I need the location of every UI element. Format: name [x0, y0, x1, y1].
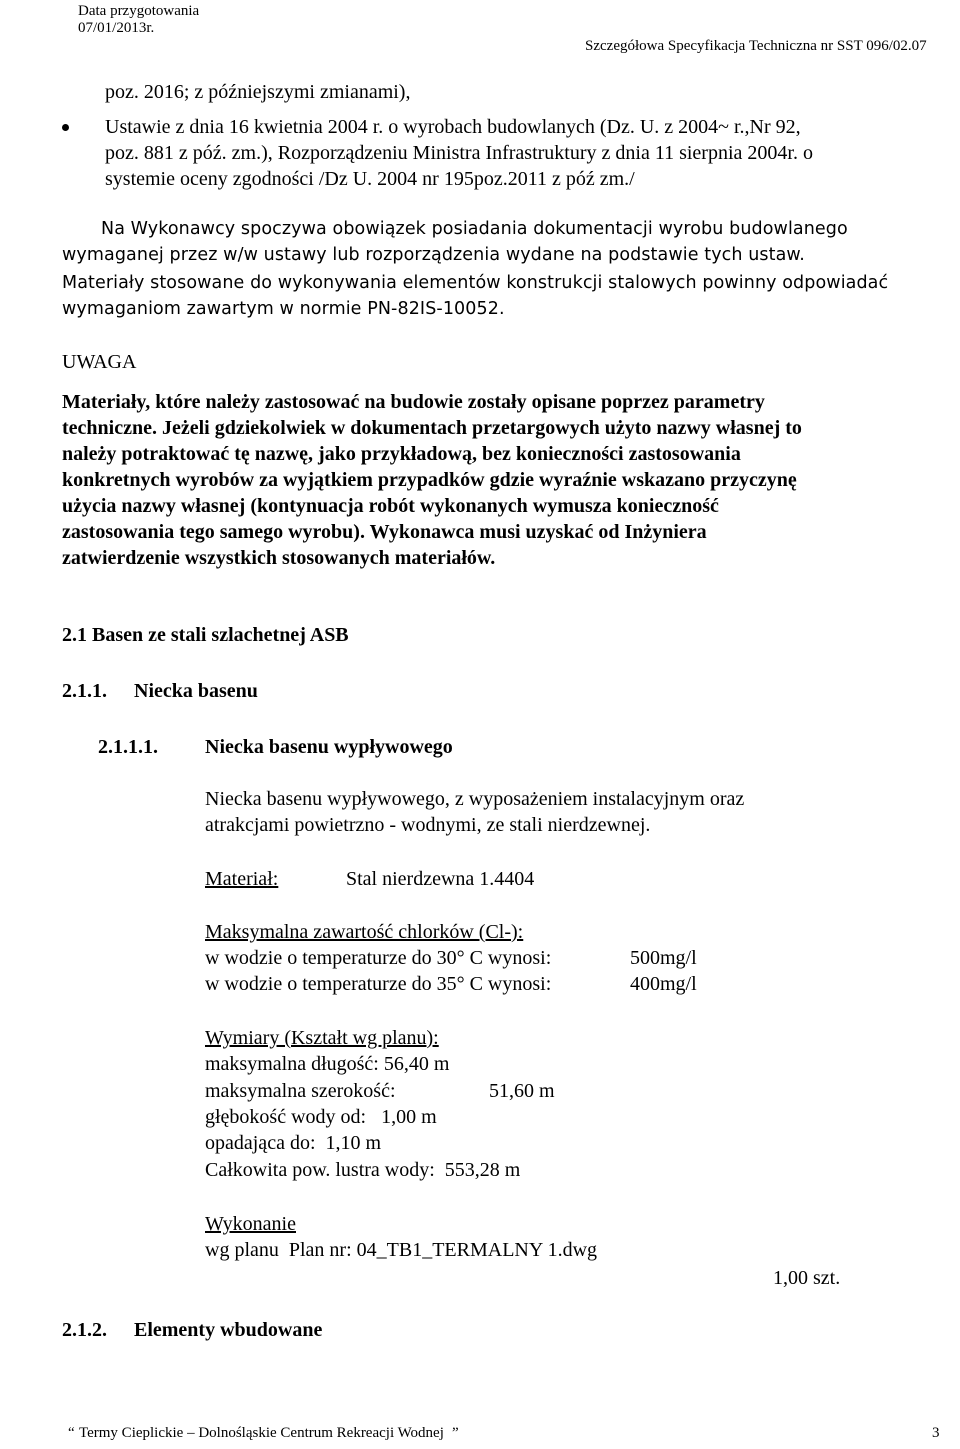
- chloride-35-value: 400mg/l: [630, 973, 697, 995]
- heading-2-1-2-title: Elementy wbudowane: [134, 1319, 323, 1341]
- uwaga-line-2: techniczne. Jeżeli gdziekolwiek w dokumentach przetargowych użyto nazwy własnej to: [62, 417, 802, 439]
- footer-open-quote: “: [68, 1425, 75, 1441]
- chloride-label: Maksymalna zawartość chlorków (Cl-):: [205, 921, 524, 943]
- header-date-label: Data przygotowania: [78, 3, 200, 19]
- para1-line-1: Na Wykonawcy spoczywa obowiązek posiadania dokumentacji wyrobu budowlanego: [101, 219, 848, 239]
- quantity: 1,00 szt.: [773, 1267, 841, 1289]
- para1-line-2: wymaganej przez w/w ustawy lub rozporządzenia wydane na podstawie tych ustaw.: [62, 245, 805, 265]
- execution-value: wg planu Plan nr: 04_TB1_TERMALNY 1.dwg: [205, 1239, 598, 1261]
- material-value: Stal nierdzewna 1.4404: [346, 868, 535, 890]
- para1-line-3: Materiały stosowane do wykonywania elementów konstrukcji stalowych powinny odpowiadać: [62, 273, 889, 293]
- dimension-width-label: maksymalna szerokość:: [205, 1080, 396, 1102]
- header-spec-number: Szczegółowa Specyfikacja Techniczna nr SST 096/02.07: [585, 38, 927, 54]
- footer: [0, 1424, 960, 1442]
- dimension-length: maksymalna długość: 56,40 m: [205, 1053, 450, 1075]
- legal-line-2: Ustawie z dnia 16 kwietnia 2004 r. o wyrobach budowlanych (Dz. U. z 2004~ r.,Nr 92,: [105, 116, 801, 138]
- para1-line-4: wymaganiom zawartym w normie PN-82IS-10052.: [62, 299, 505, 319]
- heading-2-1-1-number: 2.1.1.: [62, 680, 107, 702]
- heading-2-1-2-number: 2.1.2.: [62, 1319, 107, 1341]
- heading-2-1-1-title: Niecka basenu: [134, 680, 258, 702]
- dimension-depth: głębokość wody od: 1,00 m: [205, 1106, 437, 1128]
- page-number: 3: [932, 1425, 940, 1441]
- heading-2-1: 2.1 Basen ze stali szlachetnej ASB: [62, 624, 349, 646]
- chloride-30-value: 500mg/l: [630, 947, 697, 969]
- description-line-2: atrakcjami powietrzno - wodnymi, ze stali nierdzewnej.: [205, 814, 651, 836]
- header-date-value: 07/01/2013r.: [78, 20, 155, 36]
- legal-line-1: poz. 2016; z późniejszymi zmianami),: [105, 81, 411, 103]
- legal-line-3: poz. 881 z póź. zm.), Rozporządzeniu Ministra Infrastruktury z dnia 11 sierpnia 2004r. o: [105, 142, 813, 164]
- heading-2-1-1-1-number: 2.1.1.1.: [98, 736, 158, 758]
- heading-2-1-1-1-title: Niecka basenu wypływowego: [205, 736, 453, 758]
- uwaga-line-7: zatwierdzenie wszystkich stosowanych materiałów.: [62, 547, 496, 569]
- uwaga-line-6: zastosowania tego samego wyrobu). Wykonawca musi uzyskać od Inżyniera: [62, 521, 707, 543]
- dimensions-label: Wymiary (Kształt wg planu):: [205, 1027, 439, 1049]
- chloride-30-text: w wodzie o temperaturze do 30° C wynosi:: [205, 947, 552, 969]
- execution-label: Wykonanie: [205, 1213, 296, 1235]
- dimension-width-value: 51,60 m: [489, 1080, 555, 1102]
- uwaga-line-1: Materiały, które należy zastosować na budowie zostały opisane poprzez parametry: [62, 391, 765, 413]
- uwaga-line-4: konkretnych wyrobów za wyjątkiem przypadków gdzie wyraźnie wskazano przyczynę: [62, 469, 797, 491]
- material-label: Materiał:: [205, 868, 279, 890]
- footer-close-quote: ”: [452, 1425, 459, 1441]
- dimension-area: Całkowita pow. lustra wody: 553,28 m: [205, 1159, 521, 1181]
- footer-title: Termy Cieplickie – Dolnośląskie Centrum Rekreacji Wodnej: [79, 1425, 444, 1441]
- bullet-icon: [62, 124, 69, 131]
- uwaga-line-5: użycia nazwy własnej (kontynuacja robót wykonanych wymusza konieczność: [62, 495, 719, 517]
- dimension-slope: opadająca do: 1,10 m: [205, 1132, 382, 1154]
- uwaga-title: UWAGA: [62, 351, 137, 373]
- description-line-1: Niecka basenu wypływowego, z wyposażeniem instalacyjnym oraz: [205, 788, 745, 810]
- uwaga-line-3: należy potraktować tę nazwę, jako przykładową, bez konieczności zastosowania: [62, 443, 741, 465]
- legal-line-4: systemie oceny zgodności /Dz U. 2004 nr 195poz.2011 z póź zm./: [105, 168, 635, 190]
- chloride-35-text: w wodzie o temperaturze do 35° C wynosi:: [205, 973, 552, 995]
